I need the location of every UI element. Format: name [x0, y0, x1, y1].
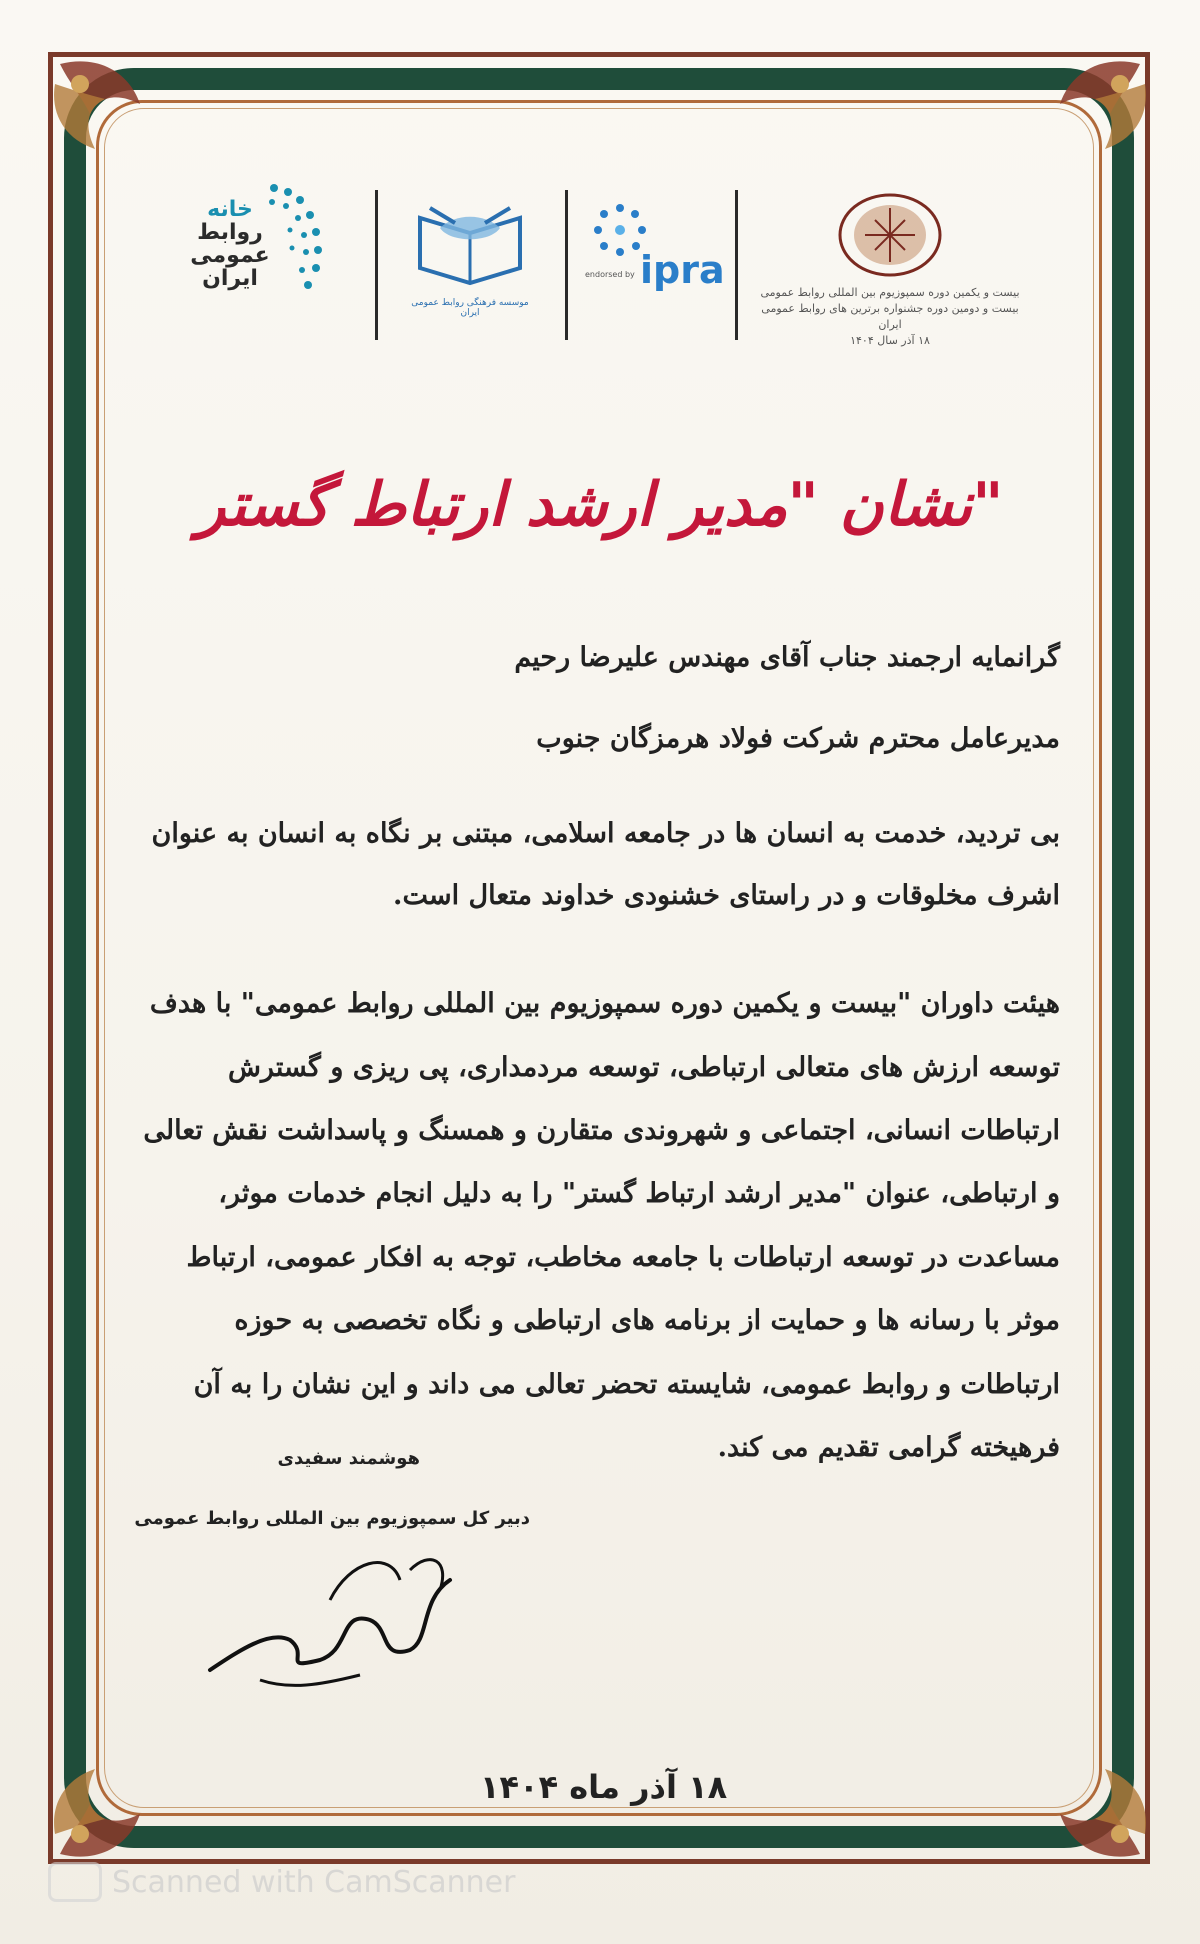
body-paragraph: هیئت داوران "بیست و یکمین دوره سمپوزیوم بین المللی روابط عمومی" با هدف توسعه ارزش های متعالی ارتباطی، توسعه مردمداری، پی ریزی و گسترش ارتباطات انسانی، اجتماعی و شهروندی متقارن و همسنگ و پاسداشت نقش تعالی و ارتباطی، عنوان "مدیر ارشد ارتباط گستر" را به دلیل انجام خدمات موثر، مساعدت در توسعه ارتباطات با جامعه مخاطب، توجه به افکار عمومی، ارتباط موثر با رسانه ها و حمایت از برنامه های ارتباطی و نگاه تخصصی به حوزه ارتباطات و روابط عمومی، شایسته تحضر تعالی می داند و این نشان را به آن فرهیخته گرامی تقدیم می کند.	[143, 988, 1060, 1464]
house-of-pr-iran-logo	[190, 170, 330, 340]
logo-divider	[735, 190, 738, 340]
logo-divider	[375, 190, 378, 340]
signatory-position: دبیر کل سمپوزیوم بین المللی روابط عمومی	[134, 1508, 530, 1529]
signatory-name: هوشمند سفیدی	[277, 1448, 420, 1469]
institute-caption: موسسه فرهنگی روابط عمومی ایران	[411, 298, 529, 318]
ipra-wordmark: ipra	[640, 248, 725, 292]
logos-row	[180, 170, 1020, 350]
house-logo-word: خانه	[207, 197, 253, 222]
watermark-text: Scanned with CamScanner	[112, 1864, 516, 1900]
symposium-line: بیست و یکمین دوره سمپوزیوم بین المللی روابط عمومی	[760, 286, 1020, 299]
certificate-body	[140, 640, 1060, 1525]
ornament-corner-icon	[1030, 44, 1160, 174]
body-paragraph: بی تردید، خدمت به انسان ها در جامعه اسلامی، مبتنی بر نگاه به انسان به عنوان اشرف مخلوقات و در راستای خشنودی خداوند متعال است.	[151, 817, 1060, 911]
symposium-line: ۱۸ آذر سال ۱۴۰۴	[850, 333, 930, 347]
house-logo-word: روابط	[197, 220, 263, 246]
camscanner-watermark	[48, 1862, 515, 1902]
certificate-date: ۱۸ آذر ماه ۱۴۰۴	[480, 1768, 728, 1806]
ipra-logo	[585, 170, 735, 340]
house-logo-word: عمومی	[190, 243, 270, 269]
signature-icon	[200, 1540, 480, 1720]
symposium-line: بیست و دومین دوره جشنواره برترین های روابط عمومی ایران	[761, 301, 1019, 331]
ipra-endorsed-label: endorsed by	[585, 270, 635, 279]
house-logo-word: ایران	[202, 266, 258, 292]
recipient-position: مدیرعامل محترم شرکت فولاد هرمزگان جنوب	[536, 723, 1060, 755]
ornament-corner-icon	[1030, 1744, 1160, 1874]
globe-emblem-icon	[835, 190, 945, 280]
handshake-book-icon	[410, 188, 530, 298]
symposium-logo	[760, 170, 1020, 347]
camscanner-icon	[48, 1862, 102, 1902]
recipient-name: گرانمایه ارجمند جناب آقای مهندس علیرضا رحیم	[514, 642, 1060, 673]
ornament-corner-icon	[40, 1744, 170, 1874]
ornament-corner-icon	[40, 44, 170, 174]
logo-divider	[565, 190, 568, 340]
pr-cultural-institute-logo	[405, 170, 535, 340]
certificate-title: نشان "مدیر ارشد ارتباط گستر"	[196, 470, 1004, 540]
